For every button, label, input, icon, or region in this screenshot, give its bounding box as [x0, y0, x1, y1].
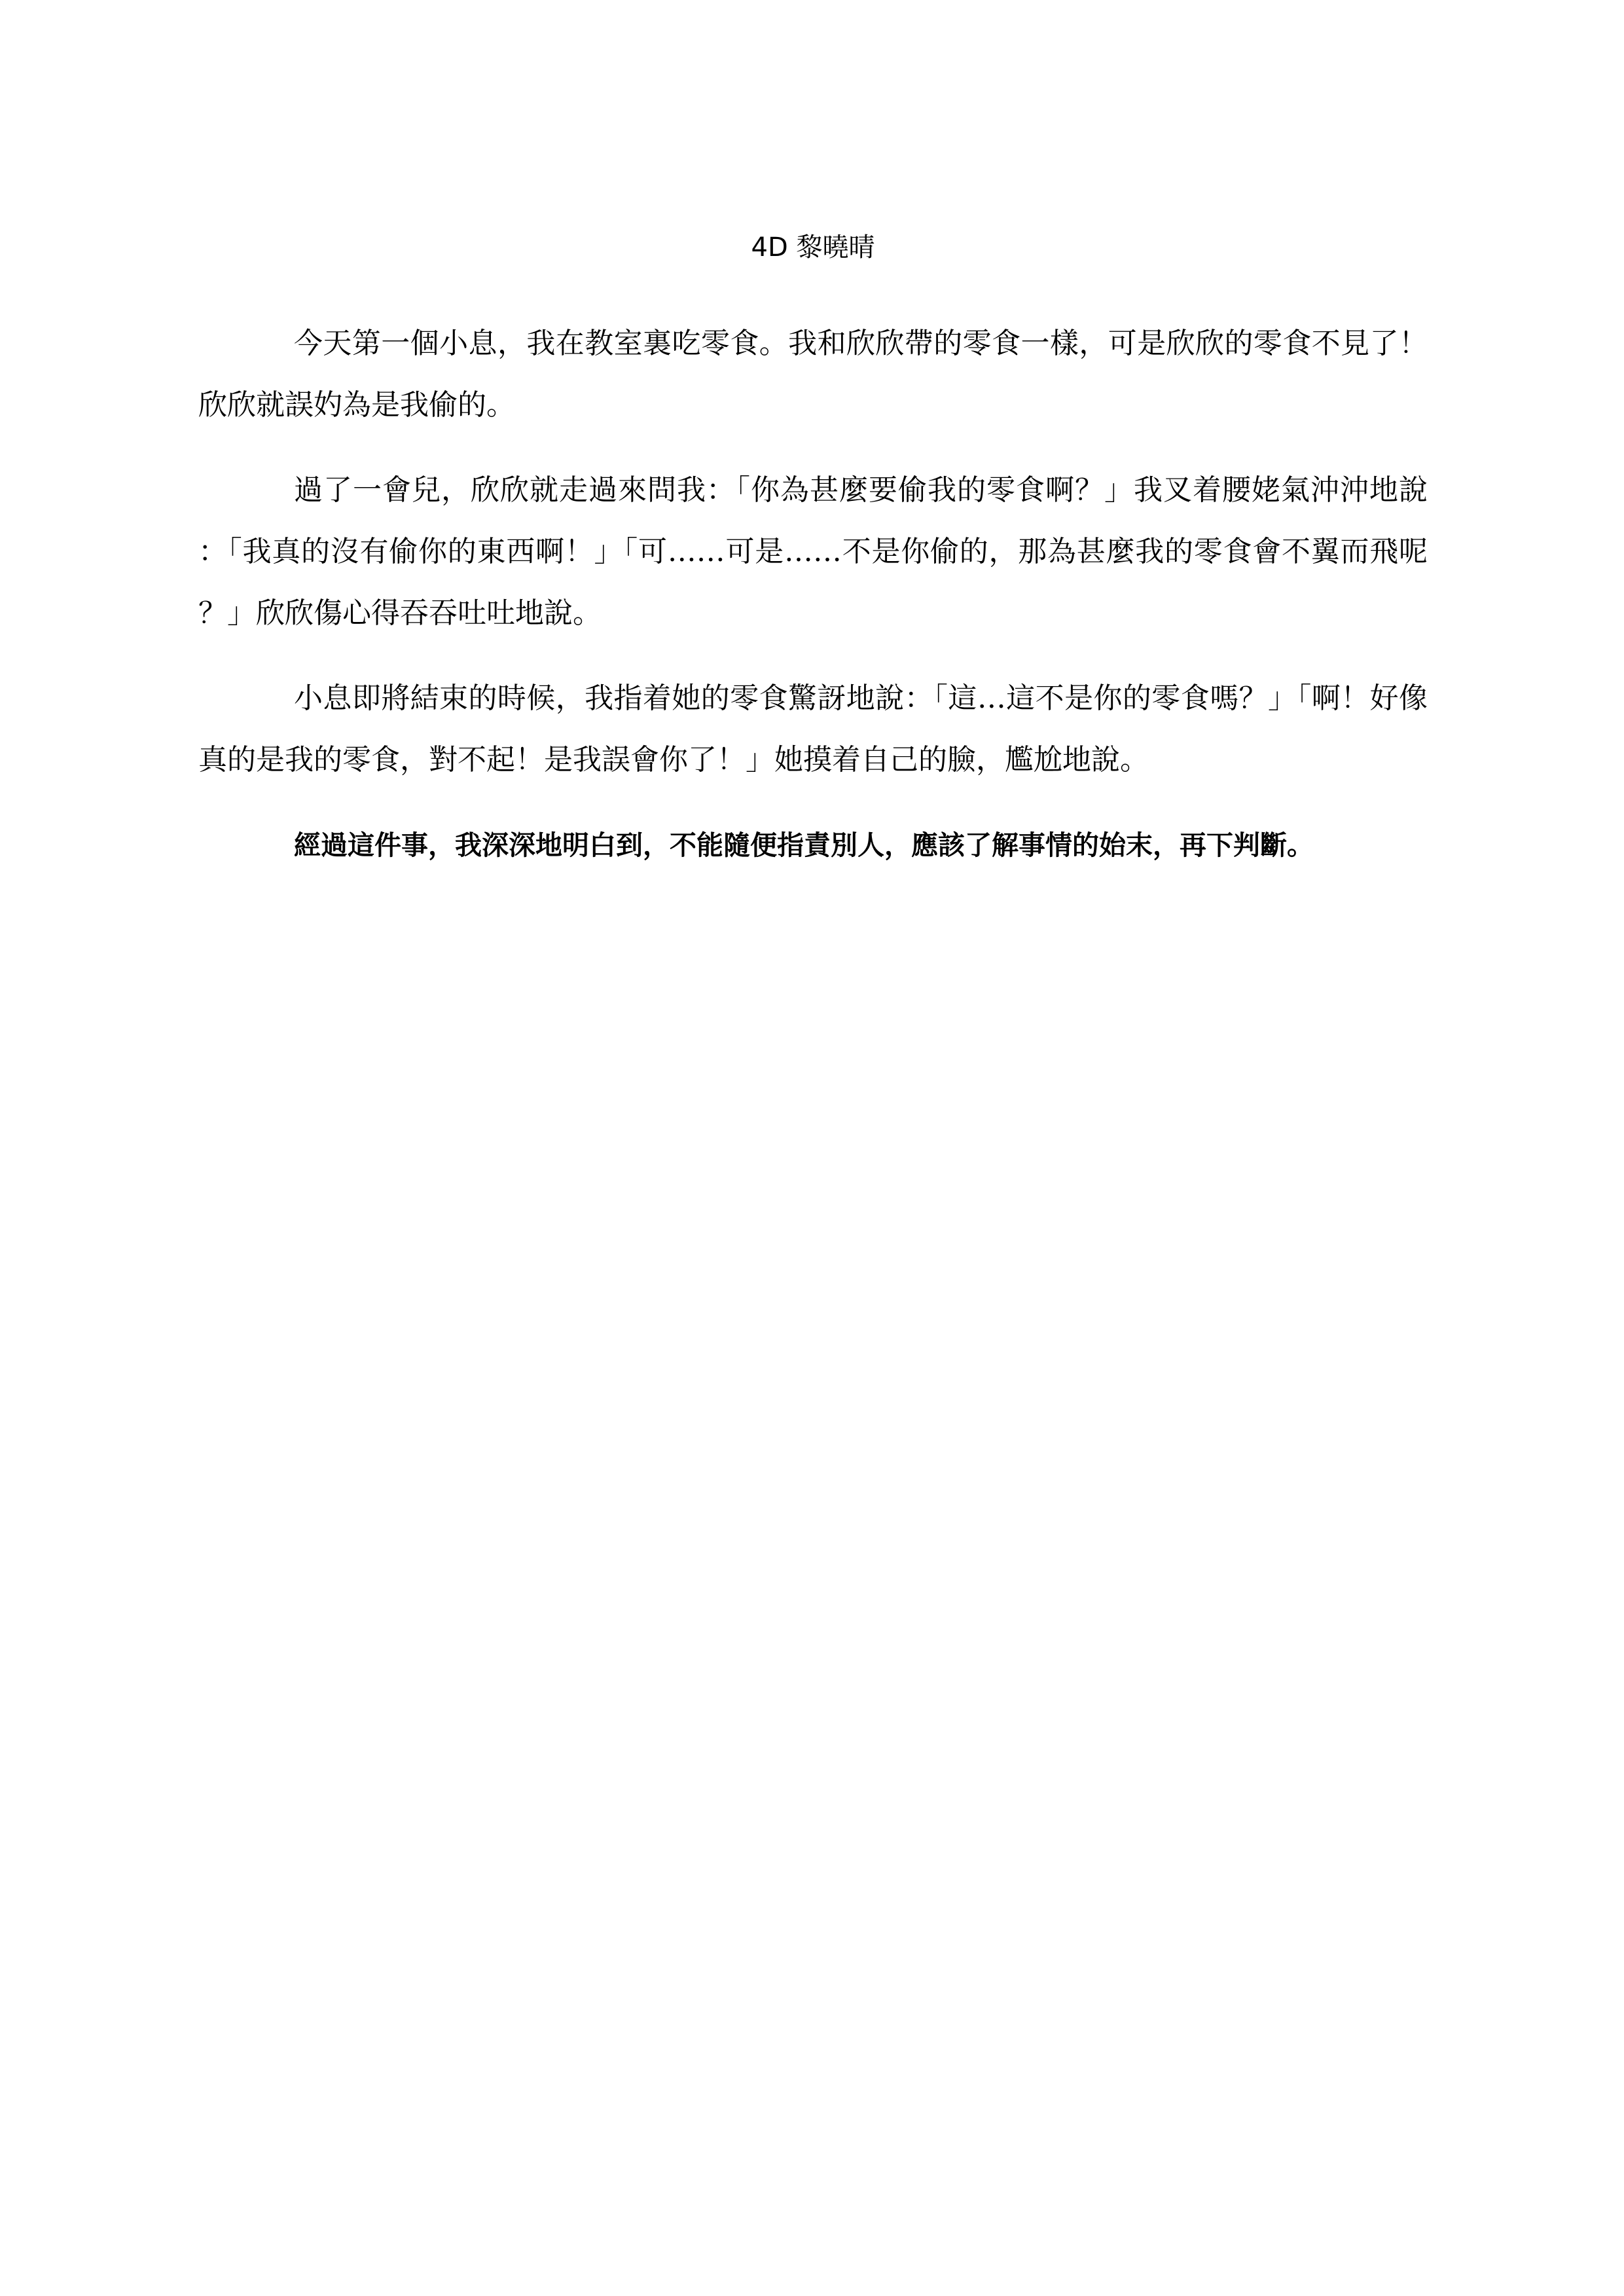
paragraph-2: 過了一會兒，欣欣就走過來問我：「你為甚麼要偷我的零食啊？」我叉着腰姥氣沖沖地說：「我真的沒有偷你的東西啊！」「可……可是……不是你偷的，那為甚麼我的零食會不翼而飛呢？」欣欣傷心得吞吞吐吐地說。: [198, 473, 1428, 630]
paragraph-3: 小息即將結束的時候，我指着她的零食驚訝地說：「這…這不是你的零食嗎？」「啊！好像真的是我的零食，對不起！是我誤會你了！」她摸着自己的臉，尷尬地說。: [198, 682, 1428, 776]
document-title: 4D 黎曉晴: [751, 232, 875, 263]
paragraph-1: 今天第一個小息，我在教室裏吃零食。我和欣欣帶的零食一樣，可是欣欣的零食不見了！欣欣就誤妁為是我偷的。: [198, 327, 1428, 422]
paragraph-conclusion: 經過這件事，我深深地明白到，不能隨便指責別人，應該了解事情的始末，再下判斷。: [294, 829, 1314, 861]
document-body: [198, 216, 1428, 900]
